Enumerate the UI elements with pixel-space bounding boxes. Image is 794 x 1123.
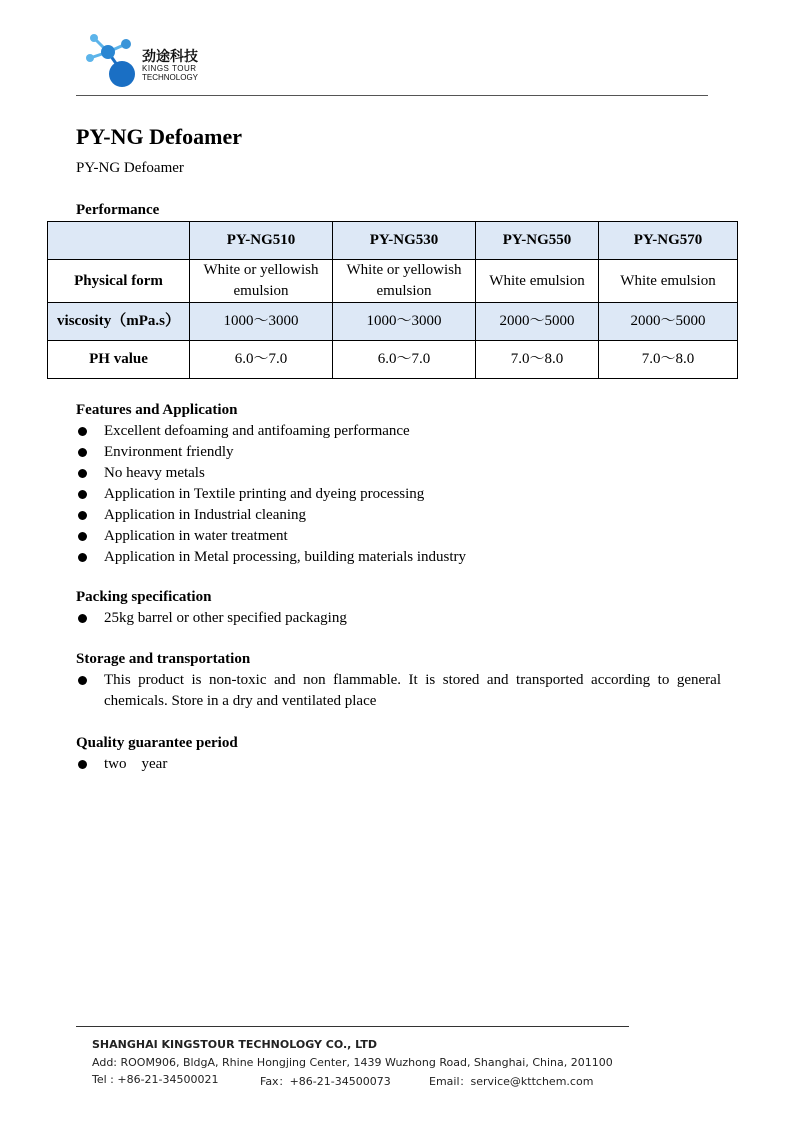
bullet-icon: [78, 427, 87, 436]
bullet-icon: [78, 676, 87, 685]
quality-list: [76, 754, 721, 775]
table-cell: 6.0～7.0: [333, 341, 476, 379]
list-item: No heavy metals: [76, 463, 721, 484]
logo-en-line2: TECHNOLOGY: [142, 73, 199, 82]
row-label: PH value: [48, 341, 190, 379]
footer-divider: [76, 1026, 629, 1027]
list-item: 25kg barrel or other specified packaging: [76, 608, 721, 629]
page-subtitle: PY-NG Defoamer: [76, 160, 184, 176]
features-list: [76, 421, 721, 568]
table-cell: White or yellowish emulsion: [190, 260, 333, 303]
footer-company: SHANGHAI KINGSTOUR TECHNOLOGY CO., LTD: [92, 1038, 377, 1051]
table-row: [48, 260, 738, 303]
table-row: [48, 341, 738, 379]
row-label: viscosity（mPa.s）: [48, 303, 190, 341]
list-item: Application in Textile printing and dyeing processing: [76, 484, 721, 505]
table-row: [48, 303, 738, 341]
logo-en-line1: KINGS TOUR: [142, 64, 197, 73]
footer-email: Email：service@kttchem.com: [429, 1075, 594, 1088]
packing-heading: Packing specification: [76, 589, 212, 605]
table-header-cell: PY-NG550: [476, 222, 599, 260]
table-cell: 1000～3000: [190, 303, 333, 341]
table-header-cell: PY-NG510: [190, 222, 333, 260]
packing-list: [76, 608, 721, 629]
footer-tel: Tel : +86-21-34500021: [92, 1073, 219, 1086]
table-cell: 1000～3000: [333, 303, 476, 341]
table-cell: 2000～5000: [476, 303, 599, 341]
list-item: Excellent defoaming and antifoaming performance: [76, 421, 721, 442]
list-item: This product is non-toxic and non flammable. It is stored and transported according to general chemicals. Store in a dry and ventilated place: [76, 670, 721, 712]
table-header-cell: PY-NG530: [333, 222, 476, 260]
storage-heading: Storage and transportation: [76, 651, 251, 667]
bullet-icon: [78, 469, 87, 478]
table-header-cell: [48, 222, 190, 260]
list-item: Application in water treatment: [76, 526, 721, 547]
quality-heading: Quality guarantee period: [76, 735, 238, 751]
performance-heading: Performance: [76, 202, 160, 218]
list-item: Application in Industrial cleaning: [76, 505, 721, 526]
logo-cn-name: 劲途科技: [142, 49, 198, 65]
row-label: Physical form: [48, 260, 190, 303]
storage-list: [76, 670, 721, 712]
list-item: two year: [76, 754, 721, 775]
performance-table: [47, 221, 738, 379]
bullet-icon: [78, 448, 87, 457]
table-cell: White emulsion: [599, 260, 738, 303]
list-item: Application in Metal processing, building materials industry: [76, 547, 721, 568]
bullet-icon: [78, 553, 87, 562]
company-logo: [82, 30, 222, 90]
list-item: Environment friendly: [76, 442, 721, 463]
table-cell: 7.0～8.0: [599, 341, 738, 379]
features-heading: Features and Application: [76, 402, 238, 418]
header-divider: [76, 95, 708, 96]
footer-address: Add: ROOM906, BldgA, Rhine Hongjing Center, 1439 Wuzhong Road, Shanghai, China, 201100: [92, 1056, 613, 1069]
table-cell: White or yellowish emulsion: [333, 260, 476, 303]
table-cell: 7.0～8.0: [476, 341, 599, 379]
table-header-row: [48, 222, 738, 260]
footer-fax: Fax：+86-21-34500073: [260, 1075, 391, 1088]
table-cell: 6.0～7.0: [190, 341, 333, 379]
bullet-icon: [78, 614, 87, 623]
page-title: PY-NG Defoamer: [76, 124, 242, 149]
bullet-icon: [78, 490, 87, 499]
bullet-icon: [78, 532, 87, 541]
bullet-icon: [78, 760, 87, 769]
table-cell: 2000～5000: [599, 303, 738, 341]
bullet-icon: [78, 511, 87, 520]
table-cell: White emulsion: [476, 260, 599, 303]
table-header-cell: PY-NG570: [599, 222, 738, 260]
